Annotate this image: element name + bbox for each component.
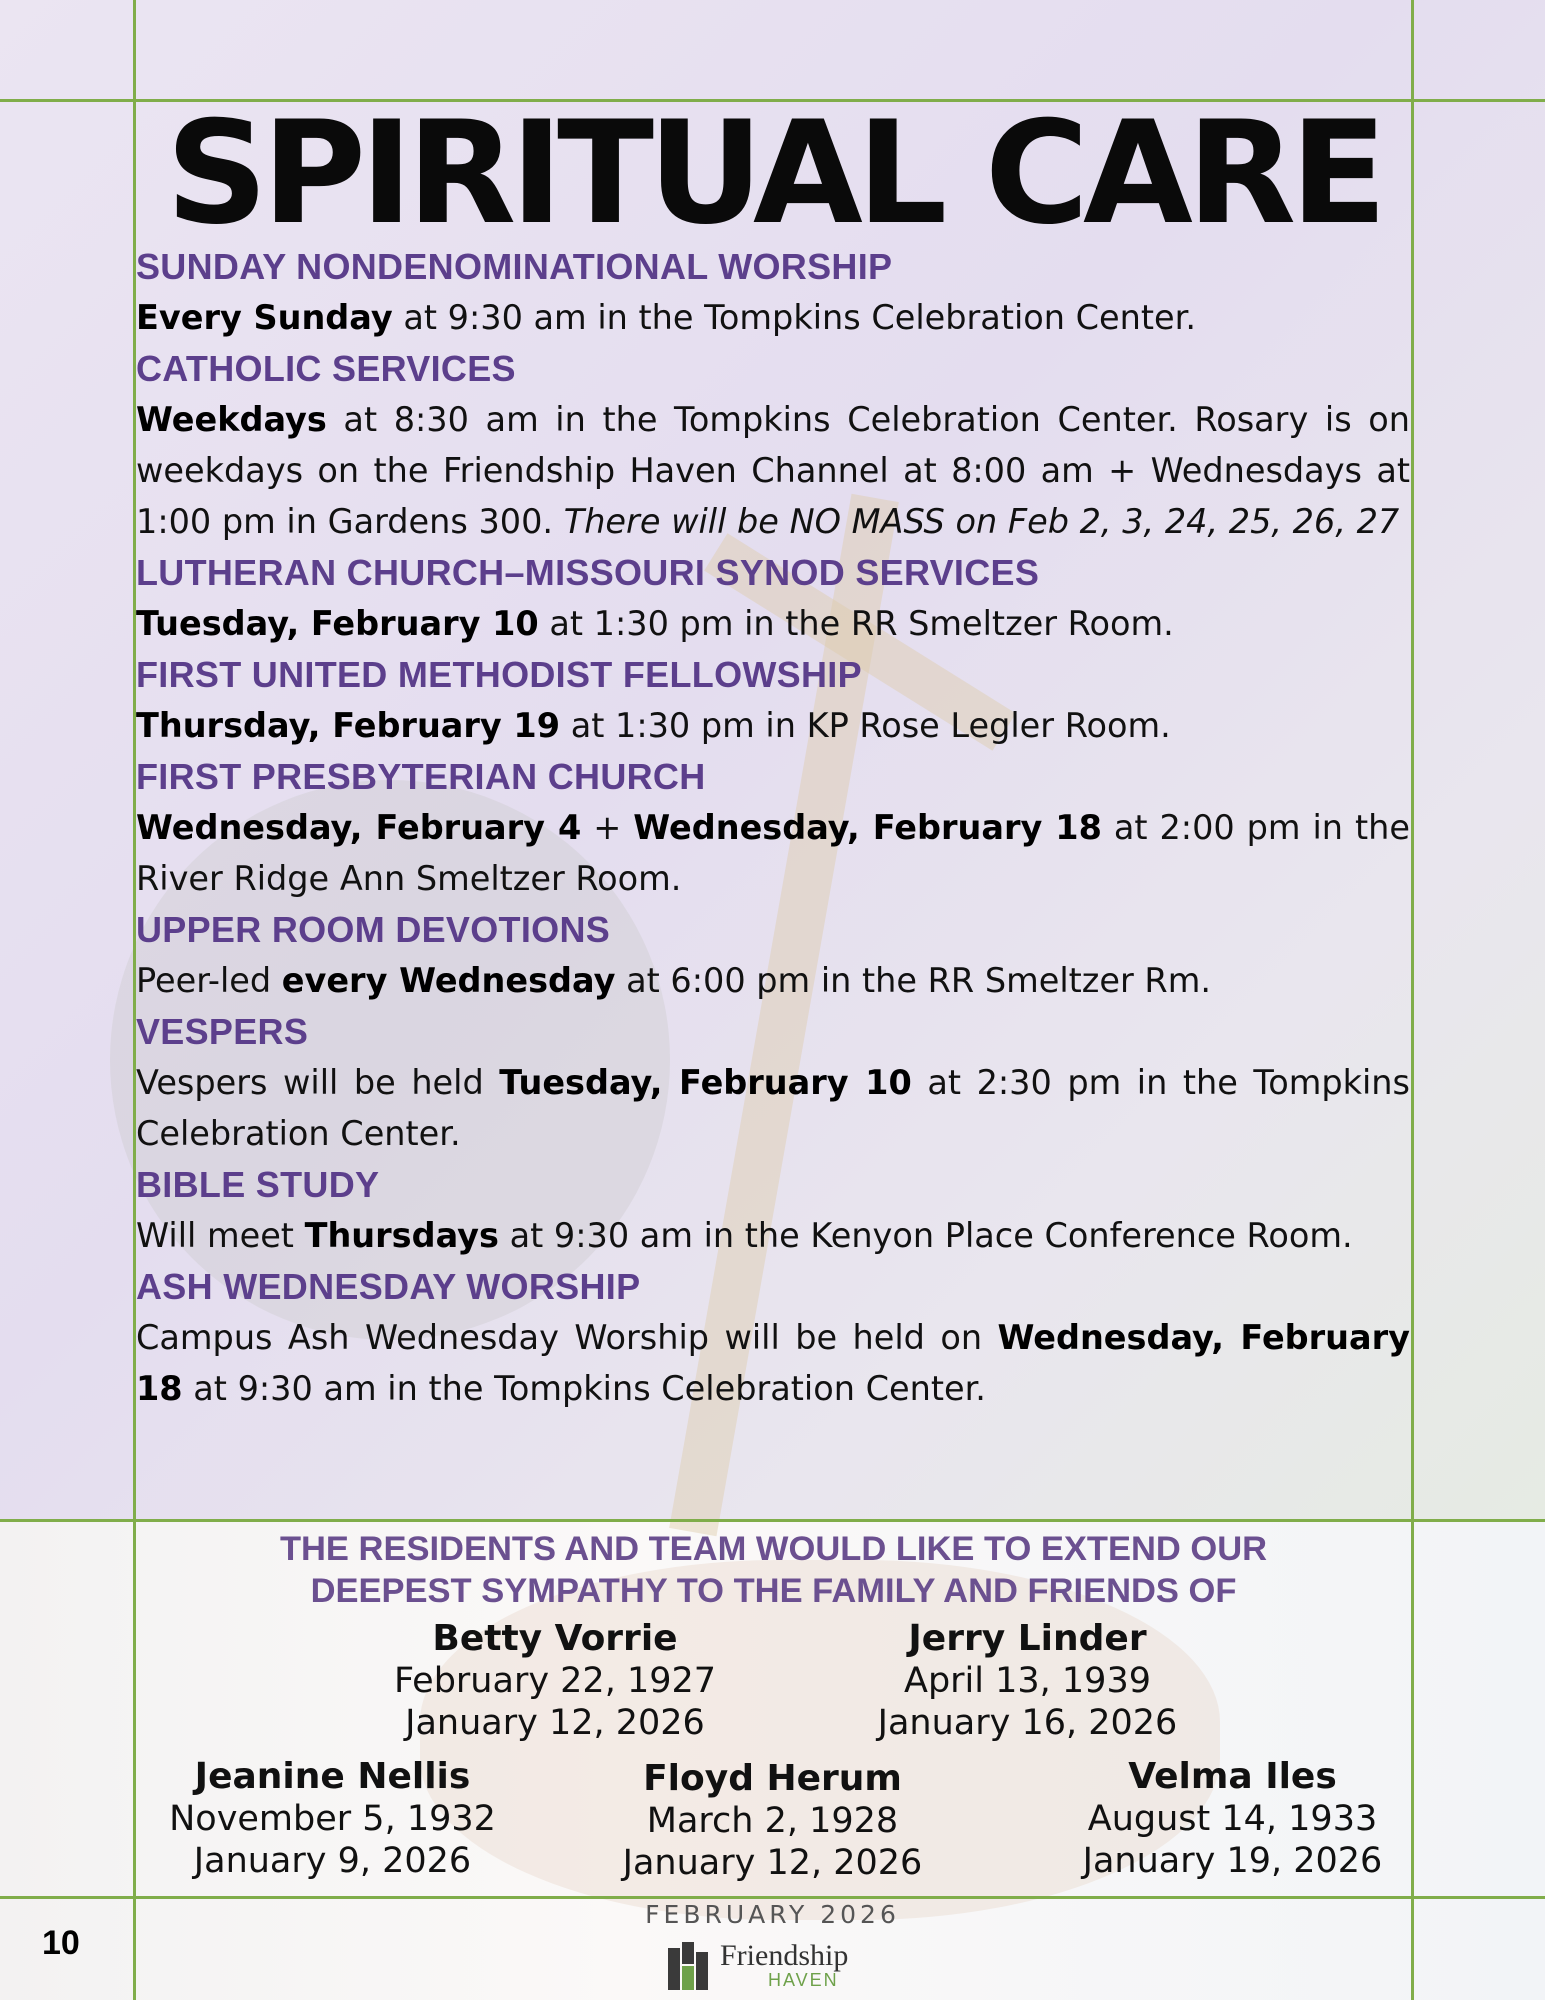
obituary-entry: Velma Iles August 14, 1933 January 19, 2026	[1082, 1756, 1383, 1881]
service-text-ash-wednesday: Campus Ash Wednesday Worship will be held on Wednesday, February 18 at 9:30 am in the Tompkins Celebration Center.	[136, 1318, 1410, 1408]
friendship-haven-logo	[668, 1940, 888, 1995]
service-text-bible-study: Will meet Thursdays at 9:30 am in the Kenyon Place Conference Room.	[136, 1216, 1353, 1255]
service-heading-vespers: VESPERS	[136, 1011, 309, 1052]
obituary-entry: Jeanine Nellis November 5, 1932 January 9, 2026	[169, 1756, 496, 1881]
page-number: 10	[42, 1924, 80, 1962]
obituary-entry: Floyd Herum March 2, 1928 January 12, 2026	[622, 1758, 923, 1883]
service-text-sunday: Every Sunday at 9:30 am in the Tompkins Celebration Center.	[136, 298, 1196, 337]
grid-line-middle	[0, 1519, 1545, 1522]
page-title: SPIRITUAL CARE	[165, 91, 1382, 256]
service-heading-upper-room: UPPER ROOM DEVOTIONS	[136, 909, 611, 950]
service-heading-catholic: CATHOLIC SERVICES	[136, 348, 516, 389]
obituary-entry: Jerry Linder April 13, 1939 January 16, 2026	[877, 1618, 1178, 1743]
service-text-presbyterian: Wednesday, February 4 + Wednesday, February 18 at 2:00 pm in the River Ridge Ann Smeltzer Room.	[136, 808, 1410, 898]
service-text-catholic: Weekdays at 8:30 am in the Tompkins Celebration Center. Rosary is on weekdays on the Friendship Haven Channel at 8:00 am + Wednesdays at 1:00 pm in Gardens 300. There will be NO MASS on Feb 2, 3, 24, 25, 26, 27	[136, 400, 1410, 541]
service-heading-methodist: FIRST UNITED METHODIST FELLOWSHIP	[136, 654, 862, 695]
grid-line-right	[1411, 0, 1414, 2000]
service-heading-bible-study: BIBLE STUDY	[136, 1164, 380, 1205]
obituary-entry: Betty Vorrie February 22, 1927 January 12, 2026	[393, 1618, 717, 1743]
services-list	[136, 241, 1410, 1414]
logo-name: Friendship	[720, 1939, 849, 1972]
service-heading-lutheran: LUTHERAN CHURCH–MISSOURI SYNOD SERVICES	[136, 552, 1040, 593]
service-text-vespers: Vespers will be held Tuesday, February 10 at 2:30 pm in the Tompkins Celebration Center.	[136, 1063, 1410, 1153]
logo-mark-icon	[668, 1942, 708, 1990]
logo-sub: HAVEN	[768, 1970, 839, 1990]
service-text-lutheran: Tuesday, February 10 at 1:30 pm in the RR Smeltzer Room.	[136, 604, 1174, 643]
grid-line-bottom	[0, 1896, 1545, 1899]
service-text-upper-room: Peer-led every Wednesday at 6:00 pm in the RR Smeltzer Rm.	[136, 961, 1211, 1000]
footer-month: FEBRUARY 2026	[645, 1900, 900, 1929]
sympathy-heading: THE RESIDENTS AND TEAM WOULD LIKE TO EXTEND OUR DEEPEST SYMPATHY TO THE FAMILY AND FRIENDS OF	[279, 1530, 1268, 1610]
service-heading-ash-wednesday: ASH WEDNESDAY WORSHIP	[136, 1266, 641, 1307]
service-heading-sunday: SUNDAY NONDENOMINATIONAL WORSHIP	[136, 246, 893, 287]
service-text-methodist: Thursday, February 19 at 1:30 pm in KP Rose Legler Room.	[136, 706, 1171, 745]
service-heading-presbyterian: FIRST PRESBYTERIAN CHURCH	[136, 756, 706, 797]
